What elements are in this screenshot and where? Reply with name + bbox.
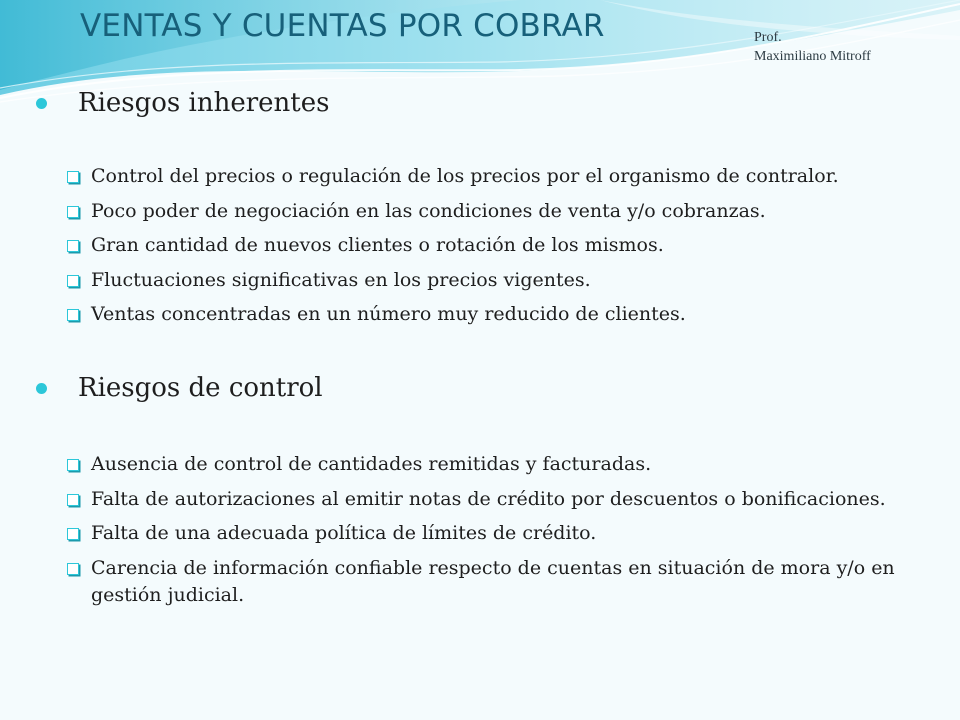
list-item: Gran cantidad de nuevos clientes o rotación de los mismos. bbox=[67, 232, 927, 259]
list-item: Falta de autorizaciones al emitir notas de crédito por descuentos o bonificaciones. bbox=[67, 486, 952, 513]
checkbox-bullet-icon bbox=[67, 206, 79, 218]
checkbox-bullet-icon bbox=[67, 240, 79, 252]
list-item: Ausencia de control de cantidades remitidas y facturadas. bbox=[67, 451, 952, 478]
checkbox-bullet-icon bbox=[67, 494, 79, 506]
list-item: Fluctuaciones significativas en los precios vigentes. bbox=[67, 267, 927, 294]
checkbox-bullet-icon bbox=[67, 309, 79, 321]
checkbox-bullet-icon bbox=[67, 528, 79, 540]
author-credit bbox=[754, 28, 871, 66]
bullet-dot-icon bbox=[36, 98, 47, 109]
slide-title: VENTAS Y CUENTAS POR COBRAR bbox=[80, 8, 605, 44]
inherent-risks-list bbox=[67, 163, 927, 336]
section-heading-label: Riesgos de control bbox=[78, 373, 323, 403]
author-name: Maximiliano Mitroff bbox=[754, 49, 871, 64]
list-item: Falta de una adecuada política de límites de crédito. bbox=[67, 520, 952, 547]
list-item: Carencia de información confiable respecto de cuentas en situación de mora y/o en gestión judicial. bbox=[67, 555, 952, 609]
list-item: Control del precios o regulación de los precios por el organismo de contralor. bbox=[67, 163, 927, 190]
checkbox-bullet-icon bbox=[67, 459, 79, 471]
author-prefix: Prof. bbox=[754, 30, 782, 45]
bullet-dot-icon bbox=[36, 383, 47, 394]
list-item: Ventas concentradas en un número muy reducido de clientes. bbox=[67, 301, 927, 328]
section-heading-inherent-risks bbox=[36, 88, 329, 118]
list-item: Poco poder de negociación en las condiciones de venta y/o cobranzas. bbox=[67, 198, 927, 225]
section-heading-label: Riesgos inherentes bbox=[78, 88, 330, 118]
checkbox-bullet-icon bbox=[67, 275, 79, 287]
checkbox-bullet-icon bbox=[67, 563, 79, 575]
control-risks-list bbox=[67, 451, 952, 616]
section-heading-control-risks bbox=[36, 373, 323, 403]
checkbox-bullet-icon bbox=[67, 171, 79, 183]
